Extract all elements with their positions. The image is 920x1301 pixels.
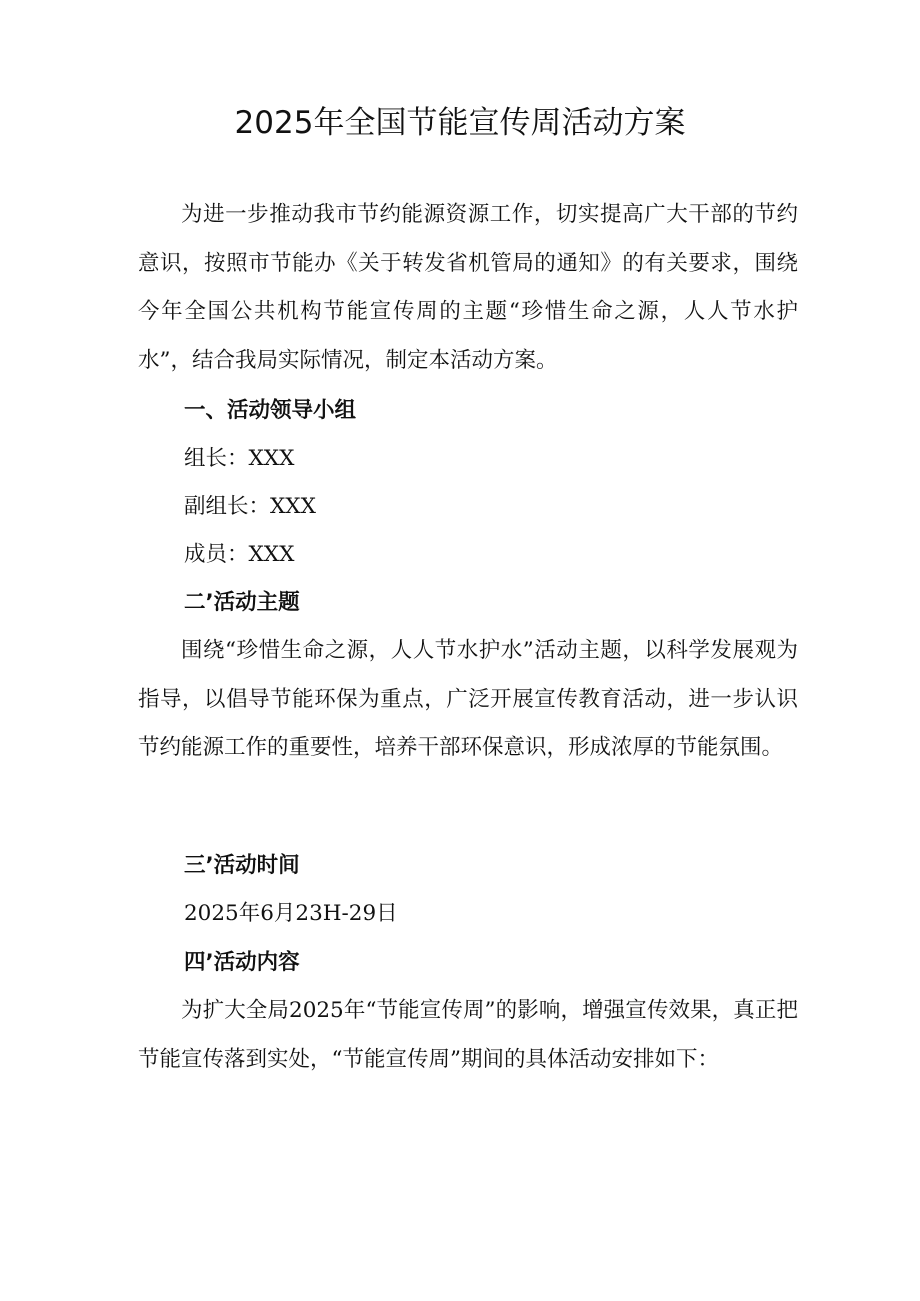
section-4-heading: 四’活动内容 bbox=[184, 950, 300, 975]
document-title: 2025年全国节能宣传周活动方案 bbox=[234, 105, 686, 141]
section-1-heading: 一、活动领导小组 bbox=[184, 398, 357, 423]
section-2-heading: 二’活动主题 bbox=[184, 590, 300, 615]
deputy-leader: 副组长：XXX bbox=[184, 494, 316, 519]
section-4-paragraph: 为扩大全局2025年“节能宣传周”的影响，增强宣传效果，真正把节能宣传落到实处，“节能宣传周”期间的具体活动安排如下： bbox=[138, 998, 798, 1072]
group-leader: 组长：XXX bbox=[184, 446, 295, 471]
section-2-paragraph: 围绕“珍惜生命之源，人人节水护水”活动主题，以科学发展观为指导，以倡导节能环保为重点，广泛开展宣传教育活动，进一步认识节约能源工作的重要性，培养干部环保意识，形成浓厚的节能氛围。 bbox=[138, 638, 798, 760]
group-members: 成员：XXX bbox=[184, 542, 295, 567]
intro-paragraph: 为进一步推动我市节约能源资源工作，切实提高广大干部的节约意识，按照市节能办《关于转发省机管局的通知》的有关要求，围绕今年全国公共机构节能宣传周的主题“珍惜生命之源，人人节水护水”，结合我局实际情况，制定本活动方案。 bbox=[138, 202, 798, 373]
section-3-heading: 三’活动时间 bbox=[184, 853, 300, 878]
activity-date: 2025年6月23H-29日 bbox=[184, 901, 398, 926]
